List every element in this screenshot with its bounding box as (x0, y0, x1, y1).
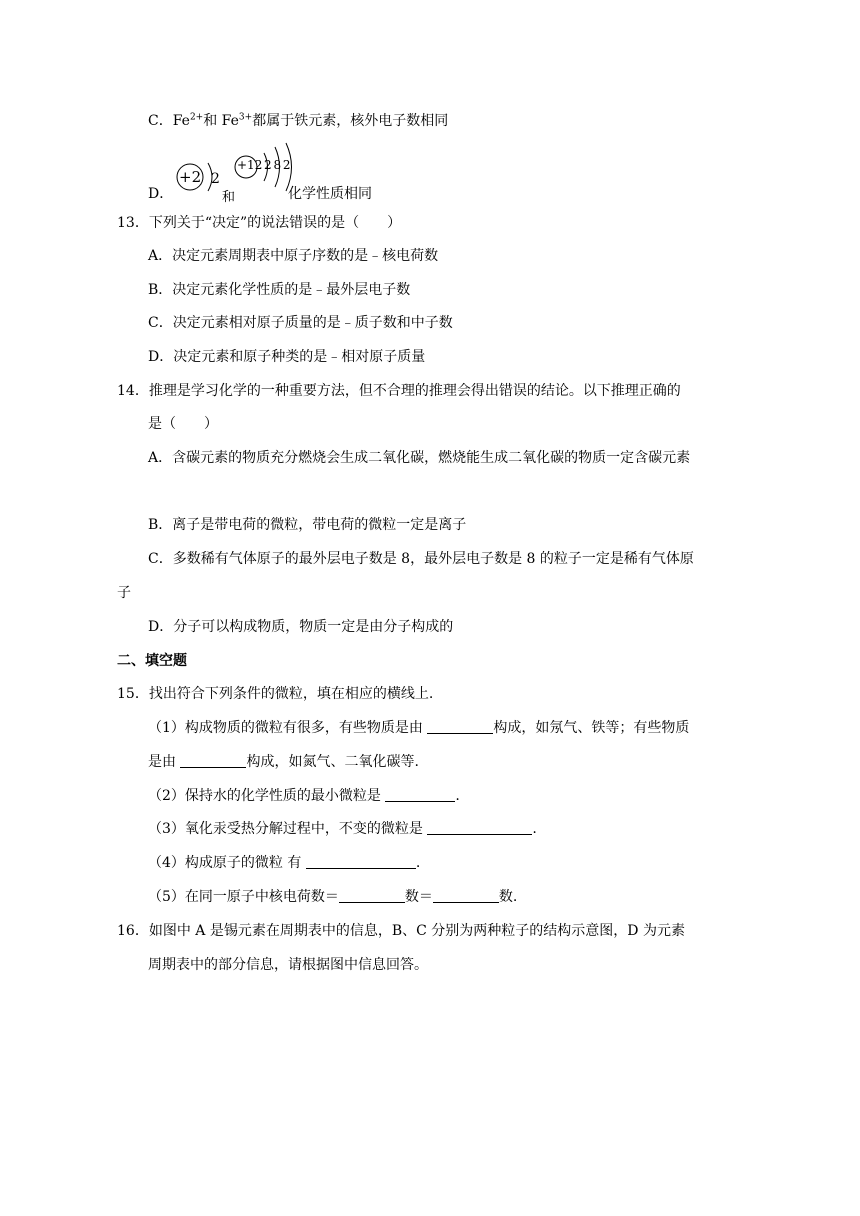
q15-stem: 15．找出符合下列条件的微粒，填在相应的横线上. (117, 686, 434, 702)
q13-option-b: B．决定元素化学性质的是﹣最外层电子数 (148, 282, 411, 298)
atom2-nucleus-charge: +12 (237, 158, 263, 172)
q15-blank-1[interactable] (427, 718, 493, 734)
q15-blank-3[interactable] (385, 786, 455, 802)
q13-option-a: A．决定元素周期表中原子序数的是﹣核电荷数 (148, 248, 439, 264)
q13-option-c: C．决定元素相对原子质量的是﹣质子数和中子数 (148, 315, 453, 331)
q12-option-c: C．$Fe^{2+}$和 $Fe^{3+}$都属于铁元素，核外电子数相同 (148, 112, 449, 129)
q14-option-c-line1: C．多数稀有气体原子的最外层电子数是 8，最外层电子数是 8 的粒子一定是稀有气体原 (148, 551, 694, 567)
q14-option-d: D．分子可以构成物质，物质一定是由分子构成的 (148, 619, 454, 635)
q15-blank-7[interactable] (433, 887, 499, 903)
q12-option-d-and: 和 (222, 190, 236, 205)
q14-option-c-line2: 子 (117, 585, 131, 601)
q15-part3: （3）氧化汞受热分解过程中，不变的微粒是 . (148, 821, 537, 837)
q12-option-d-letter: D． (148, 186, 174, 202)
q16-stem-line2: 周期表中的部分信息，请根据图中信息回答。 (148, 957, 428, 973)
q15-part4: （4）构成原子的微粒 有 . (148, 855, 421, 871)
atom2-shell-electrons: 2 8 2 (264, 158, 290, 172)
section-heading-fill-in: 二、填空题 (117, 653, 187, 669)
q15-blank-2[interactable] (180, 752, 246, 768)
q15-part1-line1: （1）构成物质的微粒有很多，有些物质是由 构成，如氖气、铁等；有些物质 (148, 720, 690, 736)
q13-stem: 13．下列关于“决定”的说法错误的是（ ） (117, 215, 402, 231)
q14-option-b: B．离子是带电荷的微粒，带电荷的微粒一定是离子 (148, 517, 467, 533)
atom1-nucleus-charge: +2 (179, 168, 202, 186)
q13-option-d: D．决定元素和原子种类的是﹣相对原子质量 (148, 349, 426, 365)
q15-part5: （5）在同一原子中核电荷数＝ 数＝ 数. (148, 889, 518, 905)
q15-blank-4[interactable] (427, 819, 532, 835)
q14-stem-line1: 14．推理是学习化学的一种重要方法，但不合理的推理会得出错误的结论。以下推理正确的 (117, 383, 681, 399)
atom1-shell-electrons: 2 (211, 171, 220, 187)
q16-stem-line1: 16．如图中 A 是锡元素在周期表中的信息，B、C 分别为两种粒子的结构示意图，D 为元素 (117, 923, 685, 939)
q15-part1-line2: 是由 构成，如氮气、二氧化碳等. (148, 754, 419, 770)
q14-stem-line2: 是（ ） (148, 416, 218, 432)
q15-part2: （2）保持水的化学性质的最小微粒是 . (148, 788, 460, 804)
q15-blank-6[interactable] (339, 887, 405, 903)
q15-blank-5[interactable] (306, 853, 416, 869)
q12-option-d-text: 化学性质相同 (288, 186, 372, 202)
q14-option-a: A．含碳元素的物质充分燃烧会生成二氧化碳，燃烧能生成二氧化碳的物质一定含碳元素 (148, 450, 691, 466)
